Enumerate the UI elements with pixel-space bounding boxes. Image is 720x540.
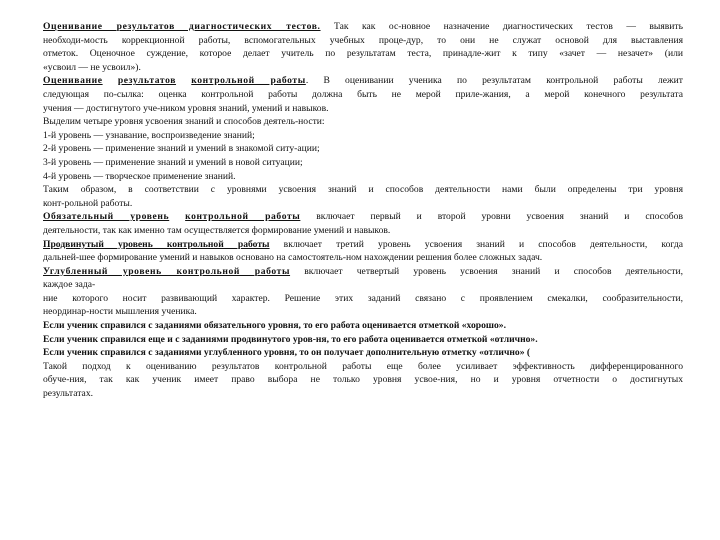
- text-line: конт-рольной работы.: [43, 197, 133, 209]
- text-line: включает четвертый уровень усвоения знаний и способов деятельности,: [290, 265, 683, 277]
- heading-mandatory-level-b: контрольной работы: [185, 211, 301, 223]
- text-line: «усвоил — не усвоил»).: [43, 61, 141, 73]
- grade-rule-1: Если ученик справился с заданиями обязательного уровня, то его работа оценивается отметкой «хорошо».: [43, 320, 506, 332]
- paragraph-control-work: [43, 74, 683, 88]
- text-line: деятельности, так как именно там осуществляется формирование умений и навыков.: [43, 224, 391, 236]
- heading-control-work-b: результатов: [117, 75, 177, 87]
- text-line: учения — достигнутого уче-ником уровня знаний, умений и навыков.: [43, 102, 329, 114]
- heading-diagnostic-tests: Оценивание результатов диагностических тестов.: [43, 21, 321, 32]
- level-item-2: 2-й уровень — применение знаний и умений в знакомой ситу-ации;: [43, 143, 320, 155]
- level-item-3: 3-й уровень — применение знаний и умений в новой ситуации;: [43, 156, 303, 168]
- heading-deep-level: Углубленный уровень контрольной работы: [43, 265, 291, 277]
- levels-intro: Выделим четыре уровня усвоения знаний и способов деятель-ности:: [43, 116, 325, 128]
- text-line: обуче-ния, так как ученик имеет право выбора не только уровня усвое-ния, но и уровня отчетности о достигнутых: [43, 374, 683, 386]
- grade-rule-3: Если ученик справился с заданиями углубленного уровня, то он получает дополнительную отметку «отлично» (: [43, 347, 531, 359]
- heading-advanced-level: Продвинутый уровень контрольной работы: [43, 238, 270, 250]
- text-line: результатах.: [43, 388, 94, 400]
- text-line: каждое зада-: [43, 279, 96, 291]
- text-line: следующая по-сылка: оценка контрольной работы должна быть не мерой приле-жания, а мерой конечного результата: [43, 88, 683, 100]
- text-line: Так как ос-новное назначение диагностических тестов — выявить: [334, 21, 683, 32]
- level-item-4: 4-й уровень — творческое применение знаний.: [43, 170, 236, 182]
- text-line: . В оценивании ученика по результатам контрольной работы лежит: [305, 75, 683, 87]
- text-line: включает третий уровень усвоения знаний и способов деятельности, когда: [269, 238, 683, 250]
- text-line: включает первый и второй уровни усвоения знаний и способов: [300, 211, 684, 223]
- level-item-1: 1-й уровень — узнавание, воспроизведение знаний;: [43, 129, 255, 141]
- grade-rule-2: Если ученик справился еще и с заданиями продвинутого уров-ня, то его работа оценивается отметкой «отлично».: [43, 333, 538, 345]
- text-line: необходи-мость коррекционной работы, вспомогательных учебных проце-дур, то они не служат основой для выставления: [43, 34, 683, 46]
- heading-control-work-c: контрольной работы: [191, 75, 306, 87]
- heading-control-work-a: Оценивание: [43, 75, 103, 87]
- paragraph-advanced-level: [43, 238, 683, 252]
- text-line: ние которого носит развивающий характер. Решение этих заданий связано с проявлением смекалки, сообразительности,: [43, 292, 683, 304]
- text-line: дальней-шее формирование умений и навыков основано на самостоятель-ном нахождении решения более сложных задач.: [43, 252, 543, 264]
- heading-mandatory-level-a: Обязательный уровень: [43, 211, 170, 223]
- paragraph-diagnostic-tests: [43, 20, 683, 34]
- document-body: [43, 20, 683, 401]
- text-line: Таким образом, в соответствии с уровнями усвоения знаний и способов деятельности нами были определены три уровня: [43, 184, 683, 196]
- text-line: отметок. Оценочное суждение, которое делает учитель по результатам теста, принадле-жит к типу «зачет — незачет» (или: [43, 48, 683, 60]
- paragraph-mandatory-level: [43, 210, 683, 224]
- text-line: Такой подход к оцениванию результатов контрольной работы еще более усиливает эффективность дифференцированного: [43, 360, 683, 372]
- text-line: неординар-ности мышления ученика.: [43, 306, 197, 318]
- paragraph-deep-level: [43, 265, 683, 279]
